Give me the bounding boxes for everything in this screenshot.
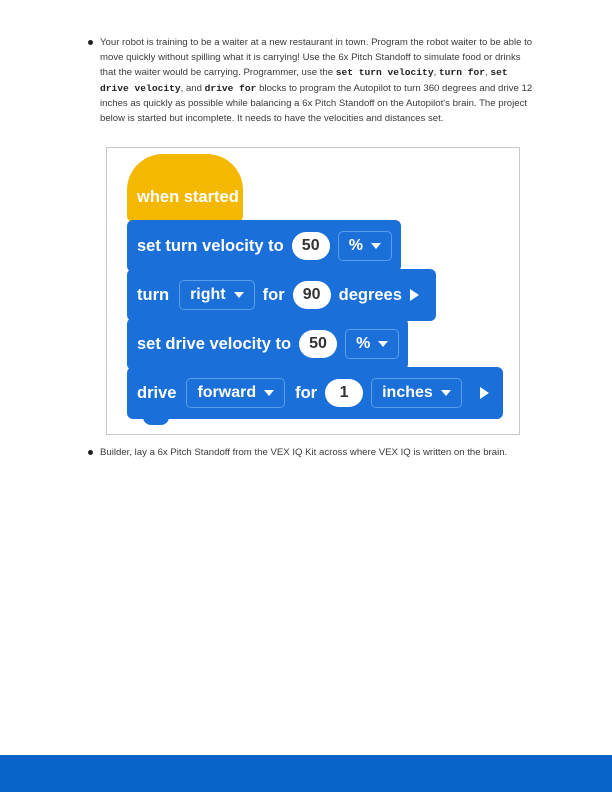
intro-text-2: ,	[433, 67, 439, 79]
set-drive-velocity-label: set drive velocity to	[137, 334, 292, 353]
blocks-figure	[106, 147, 520, 435]
turn-velocity-input[interactable]	[292, 232, 330, 260]
drive-for-label: for	[295, 383, 318, 402]
chevron-down-icon	[441, 390, 451, 396]
drive-unit-value: inches	[382, 384, 433, 401]
code-drive-for: drive for	[204, 82, 257, 94]
drive-unit-dropdown[interactable]	[371, 378, 462, 408]
turn-velocity-unit: %	[348, 237, 363, 254]
turn-direction-value: right	[190, 286, 226, 303]
intro-text-3: ,	[484, 67, 491, 79]
intro-text-1: Your robot is training to be a waiter at a new restaurant in town. Program the robot waiter to be able to move quickly without spilling what it is carrying! Use the 6x Pitch Standoff to simulate food or drinks that the waiter would be carrying. Programmer, use the	[100, 37, 533, 79]
drive-direction-dropdown[interactable]	[186, 378, 285, 408]
turn-amount-input[interactable]	[293, 281, 331, 309]
drive-velocity-unit-dropdown[interactable]	[345, 329, 399, 359]
bullet-2	[88, 450, 93, 455]
chevron-down-icon	[371, 243, 381, 249]
code-set-drive-velocity: set drive velocity	[100, 67, 508, 94]
intro-text-4: , and	[180, 82, 205, 94]
bullet-1	[88, 40, 93, 45]
turn-velocity-unit-dropdown[interactable]	[338, 231, 392, 261]
footer-bar	[0, 755, 612, 792]
drive-direction-value: forward	[197, 384, 257, 401]
turn-direction-dropdown[interactable]	[179, 280, 255, 310]
turn-for-label: for	[262, 285, 285, 304]
drive-velocity-value: 50	[309, 335, 327, 352]
set-turn-velocity-label: set turn velocity to	[137, 236, 284, 255]
drive-velocity-unit: %	[356, 335, 371, 352]
set-drive-velocity-block[interactable]	[127, 318, 408, 370]
set-turn-velocity-block[interactable]	[127, 220, 401, 272]
drive-label: drive	[137, 383, 177, 402]
intro-paragraph	[100, 35, 536, 126]
drive-amount-value: 1	[339, 384, 349, 401]
turn-label: turn	[137, 285, 170, 304]
chevron-down-icon	[264, 390, 274, 396]
drive-amount-input[interactable]	[325, 379, 363, 407]
expand-arrow-icon[interactable]	[480, 387, 489, 399]
turn-amount-value: 90	[302, 286, 321, 303]
intro-text-5: blocks to program the Autopilot to turn 360 degrees and drive 12 inches as quickly as possible while balancing a 6x Pitch Standoff on the Autopilot's brain. The project below is started but incomplete. It needs to have the velocities and distances set.	[100, 82, 533, 125]
turn-unit-label: degrees	[338, 285, 402, 304]
chevron-down-icon	[234, 292, 244, 298]
code-set-turn-velocity: set turn velocity	[335, 67, 434, 79]
code-turn-for: turn for	[438, 67, 485, 79]
drive-velocity-input[interactable]	[299, 330, 337, 358]
drive-for-block[interactable]	[127, 367, 503, 419]
builder-paragraph: Builder, lay a 6x Pitch Standoff from the VEX IQ Kit across where VEX IQ is written on the brain.	[100, 447, 508, 458]
chevron-down-icon	[378, 341, 388, 347]
expand-arrow-icon[interactable]	[410, 289, 419, 301]
when-started-label: when started	[137, 188, 239, 206]
when-started-block[interactable]	[127, 154, 243, 222]
turn-for-block[interactable]	[127, 269, 436, 321]
turn-velocity-value: 50	[301, 237, 320, 254]
